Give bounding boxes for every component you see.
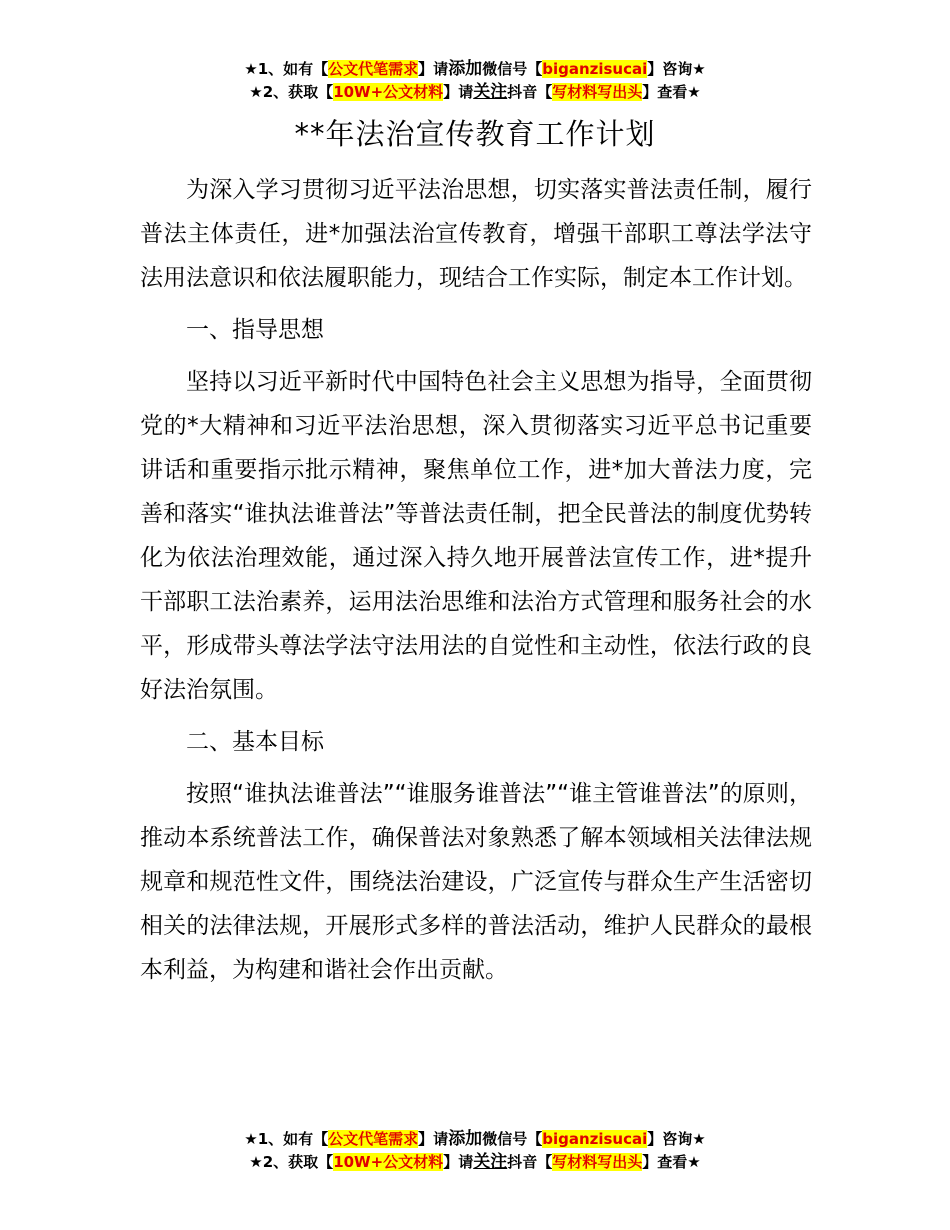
promo-text: 抖音【 <box>507 83 553 101</box>
promo-douyin-id: 写材料写出头 <box>552 83 643 101</box>
promo-highlight: 公文代笔需求 <box>328 60 419 78</box>
section-heading-guiding-ideology: 一、指导思想 <box>186 317 324 343</box>
promo-highlight: 10W+公文材料 <box>333 1153 444 1171</box>
promo-wechat-id: biganzisucai <box>542 1130 648 1148</box>
section-heading-basic-goals: 二、基本目标 <box>186 729 324 755</box>
section-paragraph-basic-goals: 按照“谁执法谁普法”“谁服务谁普法”“谁主管谁普法”的原则，推动本系统普法工作，确保普法对象熟悉了解本领域相关法律法规规章和规范性文件，围绕法治建设，广泛宣传与群众生产生活密切相关的法律法规，开展形式多样的普法活动，维护人民群众的最根本利益，为构建和谐社会作出贡献。 <box>140 781 812 983</box>
intro-paragraph: 为深入学习贯彻习近平法治思想，切实落实普法责任制，履行普法主体责任，进*加强法治宣传教育，增强干部职工尊法学法守法用法意识和依法履职能力，现结合工作实际，制定本工作计划。 <box>140 177 812 291</box>
document-title: **年法治宣传教育工作计划 <box>294 117 656 151</box>
promo-text: 微信号【 <box>482 1130 543 1148</box>
promo-prefix: ★1、如有【 <box>244 1130 329 1148</box>
promo-emphasis: 添加 <box>448 1129 483 1149</box>
promo-line-2 <box>0 81 950 104</box>
promo-line-1 <box>0 1128 950 1151</box>
promo-text: 】请 <box>443 83 474 101</box>
promo-text: 】请 <box>418 1130 449 1148</box>
promo-text: 】请 <box>418 60 449 78</box>
promo-line-1 <box>0 58 950 81</box>
document-body <box>140 168 812 1000</box>
promo-emphasis: 关注 <box>473 82 508 102</box>
promo-highlight: 10W+公文材料 <box>333 83 444 101</box>
promo-text: 微信号【 <box>482 60 543 78</box>
promo-prefix: ★1、如有【 <box>244 60 329 78</box>
section-paragraph-guiding-ideology: 坚持以习近平新时代中国特色社会主义思想为指导，全面贯彻党的*大精神和习近平法治思想，深入贯彻落实习近平总书记重要讲话和重要指示批示精神，聚焦单位工作，进*加大普法力度，完善和落实“谁执法谁普法”等普法责任制，把全民普法的制度优势转化为依法治理效能，通过深入持久地开展普法宣传工作，进*提升干部职工法治素养，运用法治思维和法治方式管理和服务社会的水平，形成带头尊法学法守法用法的自觉性和主动性，依法行政的良好法治氛围。 <box>140 369 812 703</box>
promo-highlight: 公文代笔需求 <box>328 1130 419 1148</box>
top-promo-banner <box>0 58 950 104</box>
promo-suffix: 】咨询★ <box>647 1130 706 1148</box>
promo-suffix: 】查看★ <box>642 1153 701 1171</box>
promo-text: 抖音【 <box>507 1153 553 1171</box>
promo-text: 】请 <box>443 1153 474 1171</box>
promo-line-2 <box>0 1151 950 1174</box>
promo-douyin-id: 写材料写出头 <box>552 1153 643 1171</box>
promo-prefix: ★2、获取【 <box>249 83 334 101</box>
promo-suffix: 】查看★ <box>642 83 701 101</box>
promo-emphasis: 添加 <box>448 59 483 79</box>
promo-prefix: ★2、获取【 <box>249 1153 334 1171</box>
promo-wechat-id: biganzisucai <box>542 60 648 78</box>
bottom-promo-banner <box>0 1128 950 1174</box>
promo-emphasis: 关注 <box>473 1152 508 1172</box>
promo-suffix: 】咨询★ <box>647 60 706 78</box>
